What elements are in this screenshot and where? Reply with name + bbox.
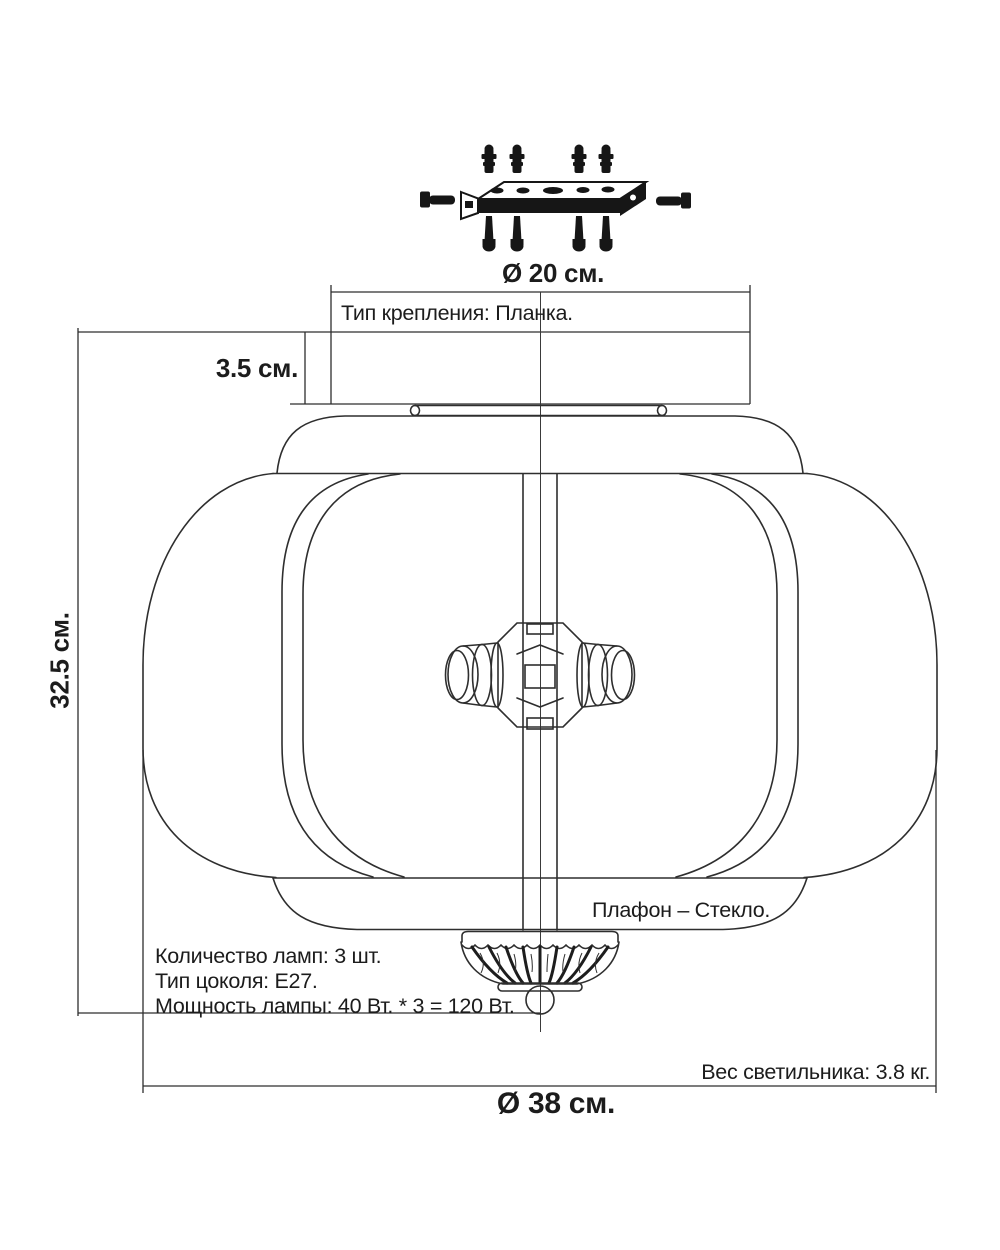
spec-lamp-count: Количество ламп: 3 шт. (155, 944, 382, 968)
mounting-hardware-illustration (420, 145, 691, 252)
spec-lamp-power: Мощность лампы: 40 Вт. * 3 = 120 Вт. (155, 994, 515, 1018)
dimension-top-diameter-label: Ø 20 см. (501, 258, 605, 288)
specs-block (155, 944, 515, 1019)
mounting-bar-icon (461, 182, 646, 219)
mount-type-label: Тип крепления: Планка. (341, 301, 573, 325)
dimension-bottom-diameter-label: Ø 38 см. (496, 1087, 616, 1120)
socket-right-icon (577, 643, 635, 707)
shade-material-label: Плафон – Стекло. (592, 898, 771, 922)
weight-label: Вес светильника: 3.8 кг. (701, 1060, 930, 1084)
canopy-outline (411, 406, 667, 416)
anchor-icon (482, 145, 614, 174)
dimension-total-height-label: 32.5 см. (44, 612, 75, 709)
dimension-canopy-height-label: 3.5 см. (215, 353, 298, 383)
socket-left-icon (446, 643, 504, 707)
screw-icon (483, 216, 613, 252)
spec-socket-type: Тип цоколя: E27. (155, 969, 318, 993)
